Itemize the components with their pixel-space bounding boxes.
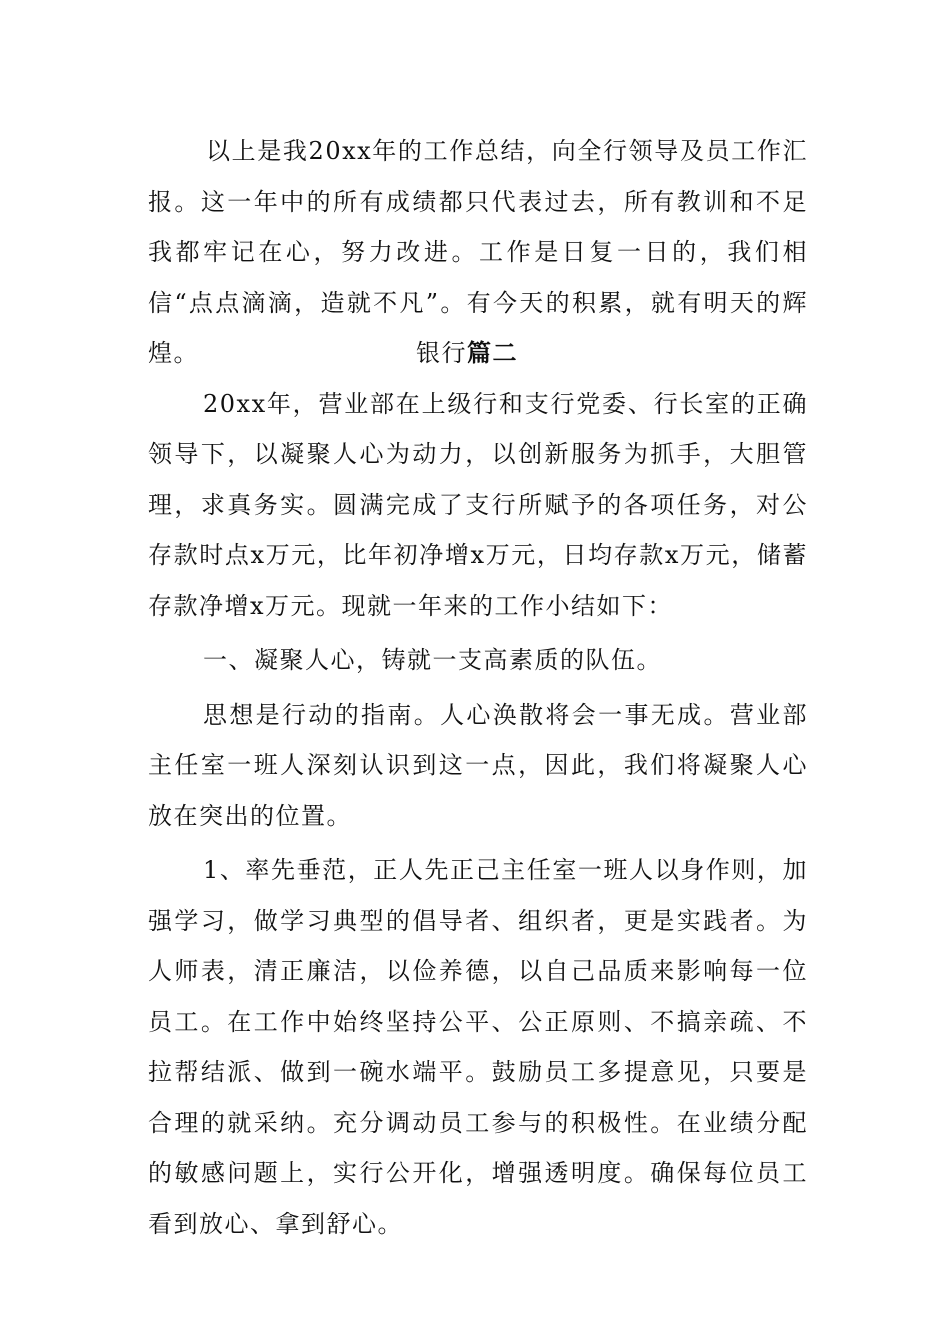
intro-paragraph: 20xx年，营业部在上级行和支行党委、行长室的正确领导下，以凝聚人心为动力，以创新服务为抓手，大胆管理，求真务实。圆满完成了支行所赋予的各项任务，对公存款时点x万元，比年初净增x万元，日均存款x万元，储蓄存款净增x万元。现就一年来的工作小结如下： <box>148 389 808 620</box>
section-heading <box>148 328 808 379</box>
thought-paragraph: 思想是行动的指南。人心涣散将会一事无成。营业部主任室一班人深刻认识到这一点，因此，我们将凝聚人心放在突出的位置。 <box>148 700 808 830</box>
section-title: 篇二 <box>467 338 518 367</box>
document-body <box>148 126 808 1249</box>
closing-paragraph: 以上是我20xx年的工作总结，向全行领导及员工作汇报。这一年中的所有成绩都只代表过去，所有教训和不足我都牢记在心，努力改进。工作是日复一日的，我们相信“点点滴滴，造就不凡”。有今天的积累，就有明天的辉煌。 <box>148 137 808 367</box>
item-one-paragraph: 1、率先垂范，正人先正己主任室一班人以身作则，加强学习，做学习典型的倡导者、组织者，更是实践者。为人师表，清正廉洁，以俭养德，以自己品质来影响每一位员工。在工作中始终坚持公平、公正原则、不搞亲疏、不拉帮结派、做到一碗水端平。鼓励员工多提意见，只要是合理的就采纳。充分调动员工参与的积极性。在业绩分配的敏感问题上，实行公开化，增强透明度。确保每位员工看到放心、拿到舒心。 <box>148 856 808 1238</box>
section-label: 银行 <box>416 339 467 367</box>
heading-one: 一、凝聚人心，铸就一支高素质的队伍。 <box>203 646 662 674</box>
